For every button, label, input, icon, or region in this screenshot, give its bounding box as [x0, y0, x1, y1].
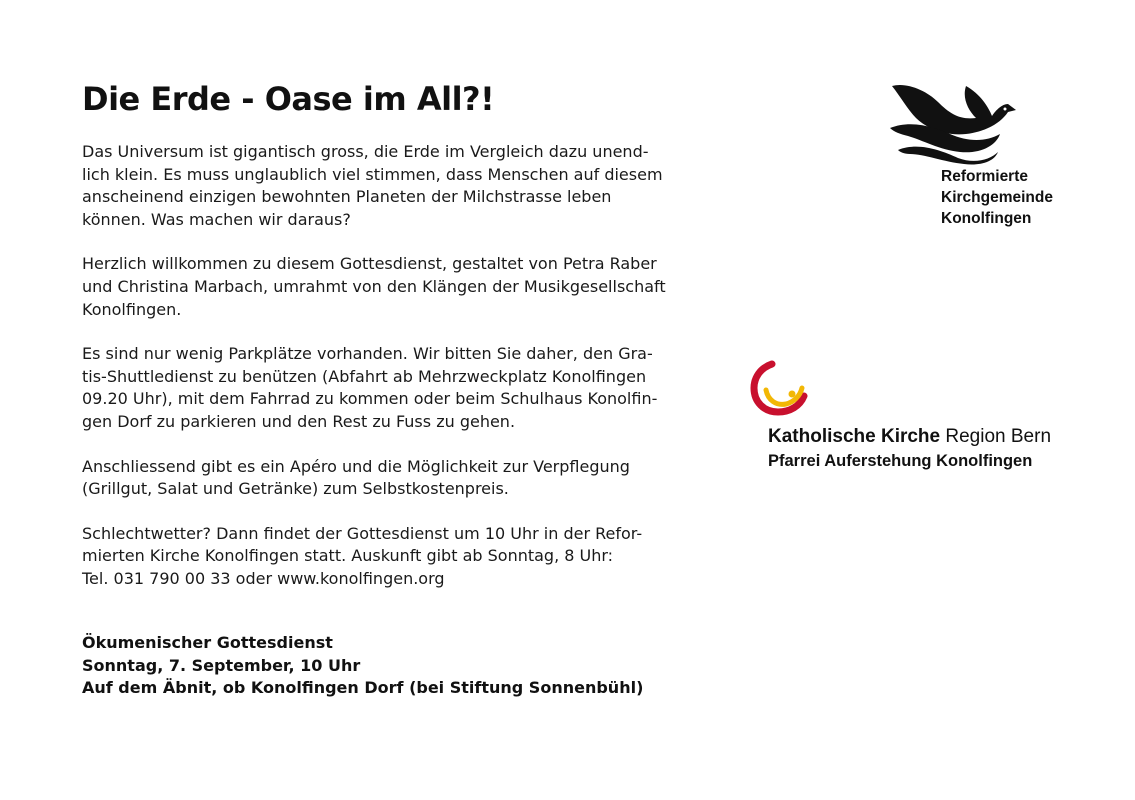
text-line: (Grillgut, Salat und Getränke) zum Selbstkostenpreis. [82, 479, 509, 499]
event-type: Ökumenischer Gottesdienst [82, 633, 333, 652]
body-text [82, 141, 666, 613]
catholic-parish-name: Pfarrei Auferstehung Konolfingen [768, 452, 1033, 470]
text-line: mierten Kirche Konolfingen statt. Auskunft gibt ab Sonntag, 8 Uhr: [82, 546, 614, 566]
paragraph-welcome [82, 253, 666, 321]
catholic-mark-icon [750, 360, 814, 416]
logo-text-line: Konolfingen [941, 210, 1032, 227]
catholic-church-name [768, 426, 1051, 448]
text-line: lich klein. Es muss unglaublich viel stimmen, dass Menschen auf diesem [82, 164, 663, 184]
text-line: Konolfingen. [82, 299, 182, 319]
catholic-name-bold: Katholische Kirche [768, 426, 941, 447]
text-line: Herzlich willkommen zu diesem Gottesdienst, gestaltet von Petra Raber [82, 254, 657, 274]
paragraph-intro [82, 141, 662, 231]
reformed-church-name [941, 166, 1053, 229]
dove-icon [888, 80, 1023, 165]
text-line: Anschliessend gibt es ein Apéro und die Möglichkeit zur Verpflegung [82, 456, 630, 476]
paragraph-apero [82, 456, 662, 501]
page-title: Die Erde - Oase im All?! [82, 80, 495, 118]
text-line: Es sind nur wenig Parkplätze vorhanden. Wir bitten Sie daher, den Gra- [82, 344, 653, 364]
paragraph-parking [82, 343, 662, 433]
text-line: und Christina Marbach, umrahmt von den Klängen der Musikgesellschaft [82, 276, 666, 296]
paragraph-weather [82, 523, 662, 591]
text-line: 09.20 Uhr), mit dem Fahrrad zu kommen oder beim Schulhaus Konolfin- [82, 389, 658, 409]
text-line: Tel. 031 790 00 33 oder www.konolfingen.org [82, 568, 445, 588]
catholic-name-region: Region Bern [940, 426, 1052, 447]
text-line: Das Universum ist gigantisch gross, die Erde im Vergleich dazu unend- [82, 142, 649, 161]
logo-text-line: Kirchgemeinde [941, 189, 1053, 206]
event-date: Sonntag, 7. September, 10 Uhr [82, 655, 361, 675]
logo-text-line: Reformierte [941, 168, 1028, 185]
text-line: Schlechtwetter? Dann findet der Gottesdienst um 10 Uhr in der Refor- [82, 523, 643, 543]
catholic-church-logo [750, 360, 1070, 480]
event-location: Auf dem Äbnit, ob Konolfingen Dorf (bei Stiftung Sonnenbühl) [82, 678, 644, 698]
text-line: tis-Shuttledienst zu benützen (Abfahrt ab Mehrzweckplatz Konolfingen [82, 366, 647, 386]
text-line: anscheinend einzigen bewohnten Planeten der Milchstrasse leben [82, 187, 612, 207]
event-details [82, 632, 643, 700]
text-line: gen Dorf zu parkieren und den Rest zu Fuss zu gehen. [82, 411, 516, 431]
text-line: können. Was machen wir daraus? [82, 209, 351, 229]
